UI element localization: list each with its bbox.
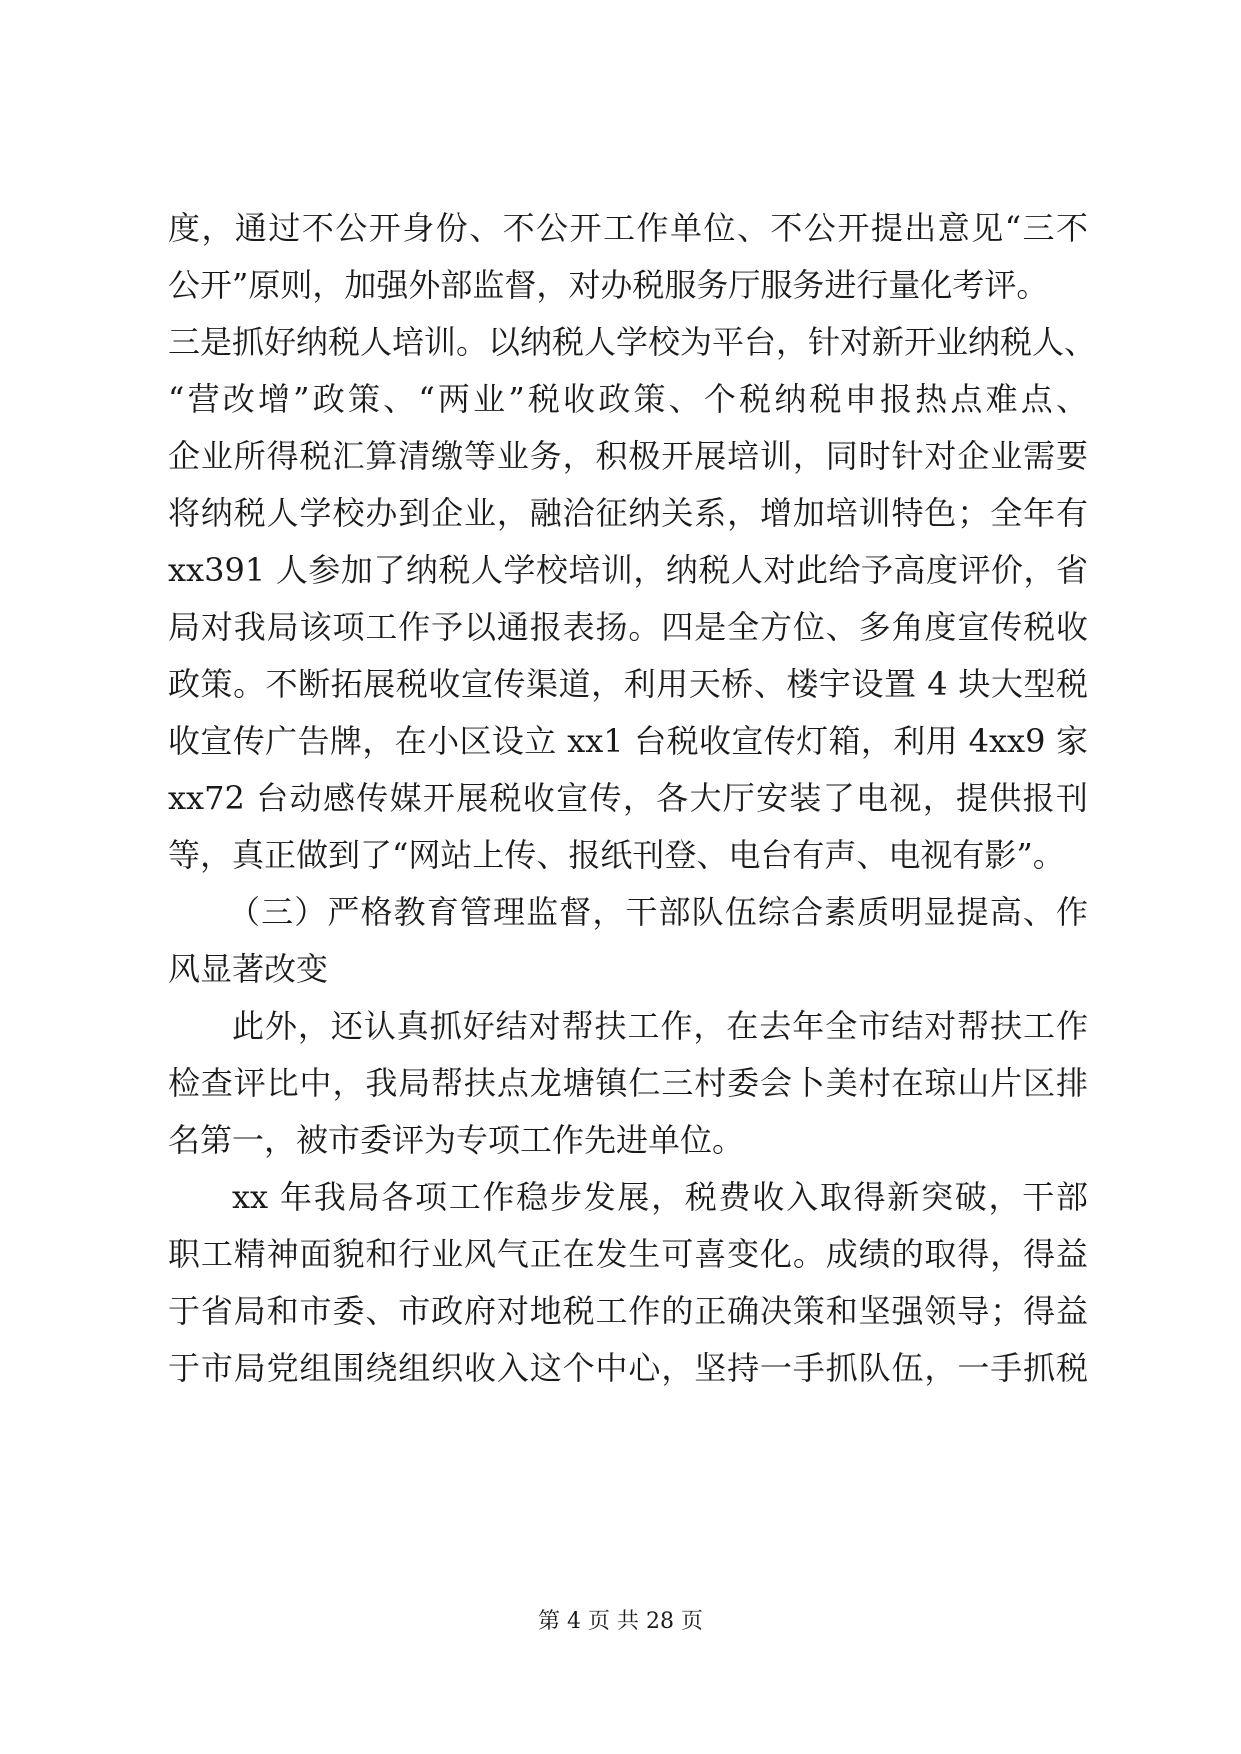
text-line: 公开”原则，加强外部监督，对办税服务厅服务进行量化考评。 <box>168 266 1049 304</box>
section-heading: （三）严格教育管理监督，干部队伍综合素质明显提高、作 <box>228 893 1088 931</box>
text-line: 收宣传广告牌，在小区设立 xx1 台税收宣传灯箱，利用 4xx9 家 <box>168 722 1088 760</box>
text-line: 于省局和市委、市政府对地税工作的正确决策和坚强领导；得益 <box>168 1292 1088 1330</box>
text-line: 度，通过不公开身份、不公开工作单位、不公开提出意见“三不 <box>168 209 1088 247</box>
text-line: 局对我局该项工作予以通报表扬。四是全方位、多角度宣传税收 <box>168 608 1088 646</box>
text-line: xx 年我局各项工作稳步发展，税费收入取得新突破，干部 <box>232 1178 1088 1216</box>
section-heading-continuation: 风显著改变 <box>168 950 329 988</box>
text-line: xx72 台动感传媒开展税收宣传，各大厅安装了电视，提供报刊 <box>168 779 1088 817</box>
text-line: xx391 人参加了纳税人学校培训，纳税人对此给予高度评价，省 <box>168 551 1088 589</box>
text-line: 等，真正做到了“网站上传、报纸刊登、电台有声、电视有影”。 <box>168 836 1065 874</box>
text-line: 三是抓好纳税人培训。以纳税人学校为平台，针对新开业纳税人、 <box>168 323 1097 361</box>
page-number-footer: 第 4 页 共 28 页 <box>538 1609 703 1634</box>
text-line: 将纳税人学校办到企业，融洽征纳关系，增加培训特色；全年有 <box>168 494 1088 532</box>
text-line: 名第一，被市委评为专项工作先进单位。 <box>168 1121 745 1159</box>
text-line: 此外，还认真抓好结对帮扶工作，在去年全市结对帮扶工作 <box>232 1007 1088 1045</box>
text-line: 于市局党组围绕组织收入这个中心，坚持一手抓队伍，一手抓税 <box>168 1349 1088 1387</box>
text-line: 政策。不断拓展税收宣传渠道，利用天桥、楼宇设置 4 块大型税 <box>168 665 1088 703</box>
text-line: 企业所得税汇算清缴等业务，积极开展培训，同时针对企业需要 <box>168 437 1088 475</box>
text-line: 职工精神面貌和行业风气正在发生可喜变化。成绩的取得，得益 <box>168 1235 1088 1273</box>
text-line: “营改增”政策、“两业”税收政策、个税纳税申报热点难点、 <box>168 380 1088 418</box>
text-line: 检查评比中，我局帮扶点龙塘镇仁三村委会卜美村在琼山片区排 <box>168 1064 1088 1102</box>
